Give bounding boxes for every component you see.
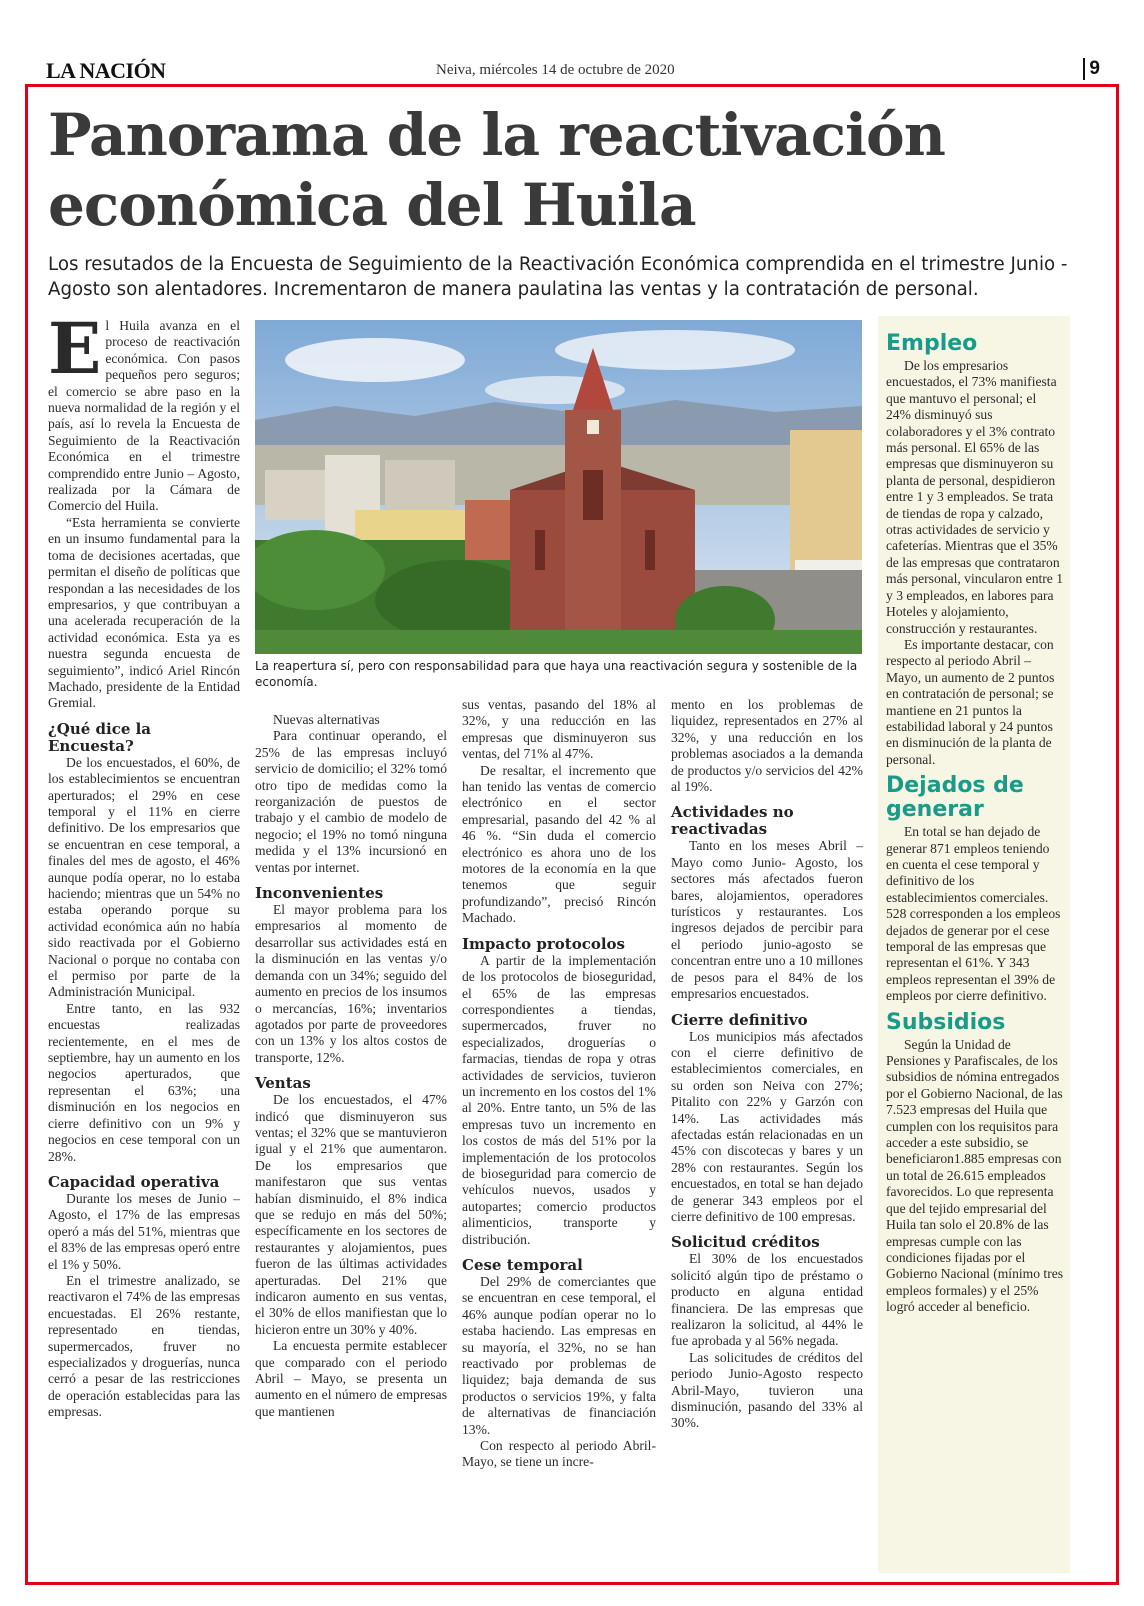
article-column-4 <box>671 697 863 1584</box>
paragraph: Para continuar operando, el 25% de las empresas incluyó servicio de domicilio; el 32% tomó otro tipo de medidas como la reorganización de puestos de trabajo y el cambio de modelo de negocio; el 19% no tomó ninguna medida y el 13% incursionó en ventas por internet. <box>255 728 447 875</box>
sidebar-heading-empleo: Empleo <box>886 331 978 356</box>
sidebar-heading-dejados: Dejados de generar <box>886 773 1024 823</box>
sidebar-content <box>886 326 1064 1316</box>
paragraph: A partir de la implementación de los protocolos de bioseguridad, el 65% de las empresas correspondientes a tiendas, supermercados, fruver no especializados, droguerías o farmacias, tiendas de ropa y otras actividades de servicios, tuvieron un incremento en los costos del 1% al 20%. Entre tanto, un 5% de las empresas tuvo un incremento en los costos de más del 51% por la implementación de los protocolos de bioseguridad para comercio de vehículos nuevos, usados y autopartes; comercio productos alimenticios, transporte y distribución. <box>462 952 656 1247</box>
headline-line-1: Panorama de la reactivación <box>48 101 945 169</box>
paragraph: Las solicitudes de créditos del periodo Junio-Agosto respecto Abril-Mayo, tuvieron una disminución, pasando del 33% al 30%. <box>671 1349 863 1431</box>
paragraph: En el trimestre analizado, se reactivaron el 74% de las empresas encuestadas. El 26% restante, representado en tiendas, supermercados, fruver no especializados y droguerías, nunca cerró a pesar de las restricciones de operación establecidas para las empresas. <box>48 1272 240 1420</box>
section-heading: Ventas <box>255 1074 311 1093</box>
sidebar-paragraph: En total se han dejado de generar 871 empleos teniendo en cuenta el cese temporal y definitivo de los establecimientos comerciales. 528 corresponden a los empleos dejados de generar por el cese temporal de las empresas que representan el 61%. Y 343 empleos representan el 39% de empleos por cierre definitivo. <box>886 824 1061 1004</box>
paragraph-continued: mento en los problemas de liquidez, representados en 27% al 32%, y una reducción en los problemas asociados a la demanda de productos y/o servicios del 42% al 19%. <box>671 697 863 795</box>
section-heading: Actividades no reactivadas <box>671 803 794 839</box>
paragraph-continued: sus ventas, pasando del 18% al 32%, y una reducción en las empresas que disminuyeron sus ventas, del 71% al 47%. <box>462 697 656 762</box>
headline <box>48 100 1048 240</box>
paragraph: De resaltar, el incremento que han tenido las ventas de comercio electrónico en el sector empresarial, pasando del 42 % al 46 %. “Sin duda el comercio electrónico es ahora uno de los motores de la economía en la que tenemos que seguir profundizando”, precisó Rincón Machado. <box>462 762 656 926</box>
page-number: 9 <box>1083 58 1100 80</box>
paragraph: Tanto en los meses Abril – Mayo como Junio- Agosto, los sectores más afectados fueron bares, alojamientos, operadores turísticos y restaurantes. Los ingresos dejados de percibir para el periodo junio-agosto se concentran entre uno a 10 millones de pesos para el 84% de los empresarios encuestados. <box>671 838 863 1002</box>
intro-text: l Huila avanza en el proceso de reactivación económica. Con pasos pequeños pero seguros; el comercio se abre paso en la nueva normalidad de la región y el país, así lo revela la Encuesta de Seguimiento de la Reactivación Económica en el trimestre comprendido entre Junio – Agosto, realizada por la Cámara de Comercio del Huila. <box>48 318 240 514</box>
paragraph: Durante los meses de Junio – Agosto, el 17% de las empresas operó a más del 51%, mientras que el 83% de las empresas operó entre el 1% y 50%. <box>48 1190 240 1272</box>
paragraph: Del 29% de comerciantes que se encuentran en cese temporal, el 46% aunque podían operar no lo estaba haciendo. Las empresas en su mayoría, el 32%, no se han reactivado por problemas de liquidez; baja demanda de sus productos o servicios 19%, y falta de alternativas de financiación 13%. <box>462 1274 656 1437</box>
section-heading: Cese temporal <box>462 1256 583 1274</box>
paragraph: De los encuestados, el 47% indicó que disminuyeron sus ventas; el 32% que se mantuvieron igual y el 21% que aumentaron. De los empresarios que manifestaron que sus ventas habían disminuido, el 8% indica que se redujo en más del 50%; específicamente en los sectores de restaurantes y alojamientos, pues fueron de las últimas actividades aperturadas. Del 21% que indicaron aumento en sus ventas, el 30% de ellos manifiestan que lo hicieron entre un 30% y 40%. <box>255 1092 447 1337</box>
intro-paragraph <box>48 307 240 515</box>
paragraph: “Esta herramienta se convierte en un insumo fundamental para la toma de decisiones acertadas, que permitan el diseño de políticas que respondan a las necesidades de los empresarios, y que contribuyan a una acelerada recuperación de la actividad económica. Esta ya es nuestra segunda encuesta de seguimiento”, indicó Ariel Rincón Machado, presidente de la Entidad Gremial. <box>48 514 240 711</box>
article-column-1 <box>48 307 240 1584</box>
article-column-3 <box>462 697 656 1584</box>
newspaper-logo: LA NACIÓN <box>46 58 166 83</box>
section-heading: ¿Qué dice la Encuesta? <box>48 719 152 755</box>
paragraph: El 30% de los encuestados solicitó algún tipo de préstamo o producto en alguna entidad financiera. De las empresas que realizaron la solicitud, al 44% le fue aprobada y al 56% negada. <box>671 1251 863 1349</box>
paragraph: Con respecto al periodo Abril-Mayo, se tiene un incre- <box>462 1438 656 1470</box>
page-header <box>46 58 1100 82</box>
section-heading: Cierre definitivo <box>671 1010 808 1029</box>
article-column-2 <box>255 712 447 1584</box>
issue-date: Neiva, miércoles 14 de octubre de 2020 <box>436 62 675 78</box>
sidebar-paragraph: Según la Unidad de Pensiones y Parafiscales, de los subsidios de nómina entregados por el Gobierno Nacional, de las 7.523 empresas del Huila que cumplen con los requisitos para acceder a este subsidio, se beneficiaron1.885 empresas con un total de 26.615 empleados favorecidos. Lo que representa que del tejido empresarial del Huila tan solo el 20.8% de las empresas cumple con las condiciones fijadas por el Gobierno Nacional (mínimo tres empleos formales) y el 25% logró acceder al beneficio. <box>886 1036 1064 1315</box>
photo-caption: La reapertura sí, pero con responsabilidad para que haya una reactivación segura y sostenible de la economía. <box>255 659 858 689</box>
sidebar-paragraph: Es importante destacar, con respecto al periodo Abril – Mayo, un aumento de 2 puntos en contratación de personal; se mantiene en 21 puntos la estabilidad laboral y 24 puntos en disminución de la planta de personal. <box>886 636 1055 767</box>
cathedral-illustration <box>255 320 862 654</box>
article-deck: Los resutados de la Encuesta de Seguimiento de la Reactivación Económica comprendida en el trimestre Junio - Agosto son alentadores. Incrementaron de manera paulatina las ventas y la contratación de personal. <box>48 254 1068 300</box>
paragraph: La encuesta permite establecer que comparado con el periodo Abril – Mayo, se presenta un aumento en el número de empresas que mantienen <box>255 1338 447 1419</box>
sidebar-paragraph: De los empresarios encuestados, el 73% manifiesta que mantuvo el personal; el 24% disminuyó sus colaboradores y el 3% contrato más personal. El 65% de las empresas que disminuyeron su planta de personal, despidieron entre 1 y 3 empleados. Se trata de tiendas de ropa y calzado, otras actividades de servicio y cafeterías. Mientras que el 35% de las empresas que contrataron más personal, vincularon entre 1 y 3 empleados, en labores para Hoteles y alojamiento, construcción y restaurantes. <box>886 358 1064 636</box>
section-heading: Impacto protocolos <box>462 934 626 953</box>
paragraph: Los municipios más afectados con el cierre definitivo de establecimientos comerciales, en su orden son Neiva con 27%; Pitalito con 22% y Garzón con 14%. Las actividades más afectadas están relacionadas en un 45% con discotecas y bares y un 28% con restaurantes. Según los encuestados, en total se han dejado de generar 343 empleos por el cierre definitivo de 100 empresas. <box>671 1028 863 1224</box>
section-heading: Capacidad operativa <box>48 1172 220 1191</box>
drop-cap: E <box>48 307 102 390</box>
cathedral-photo <box>255 320 862 654</box>
section-subheading: Nuevas alternativas <box>273 712 380 727</box>
paragraph: El mayor problema para los empresarios al momento de desarrollar sus actividades está en la disminución en las ventas y/o demanda con un 34%; seguido del aumento en precios de los insumos o mercancías, 16%; inventarios agotados por parte de proveedores con un 13% y los altos costos de transporte, 12%. <box>255 902 447 1065</box>
section-heading: Inconvenientes <box>255 884 384 903</box>
section-heading: Solicitud créditos <box>671 1233 820 1252</box>
paragraph: Entre tanto, en las 932 encuestas realizadas recientemente, en el mes de septiembre, hay un aumento en los negocios aperturados, que representan el 63%; una disminución en los negocios en cierre definitivo con un 9% y negocios en cese temporal con un 28%. <box>48 1000 240 1164</box>
paragraph: De los encuestados, el 60%, de los establecimientos se encuentran aperturados; el 29% en cese temporal y el 11% en cierre definitivo. De los empresarios que se encuentran en cese temporal, a finales del mes de agosto, el 46% aunque podía operar, no lo estaba haciendo; mientras que un 54% no estaba operando porque su actividad económica aún no había sido reactivada por el Gobierno Nacional o porque no contaba con el permiso por parte de la Administración Municipal. <box>48 754 240 1000</box>
sidebar-heading-subsidios: Subsidios <box>886 1009 1006 1035</box>
headline-line-2: económica del Huila <box>48 171 696 239</box>
